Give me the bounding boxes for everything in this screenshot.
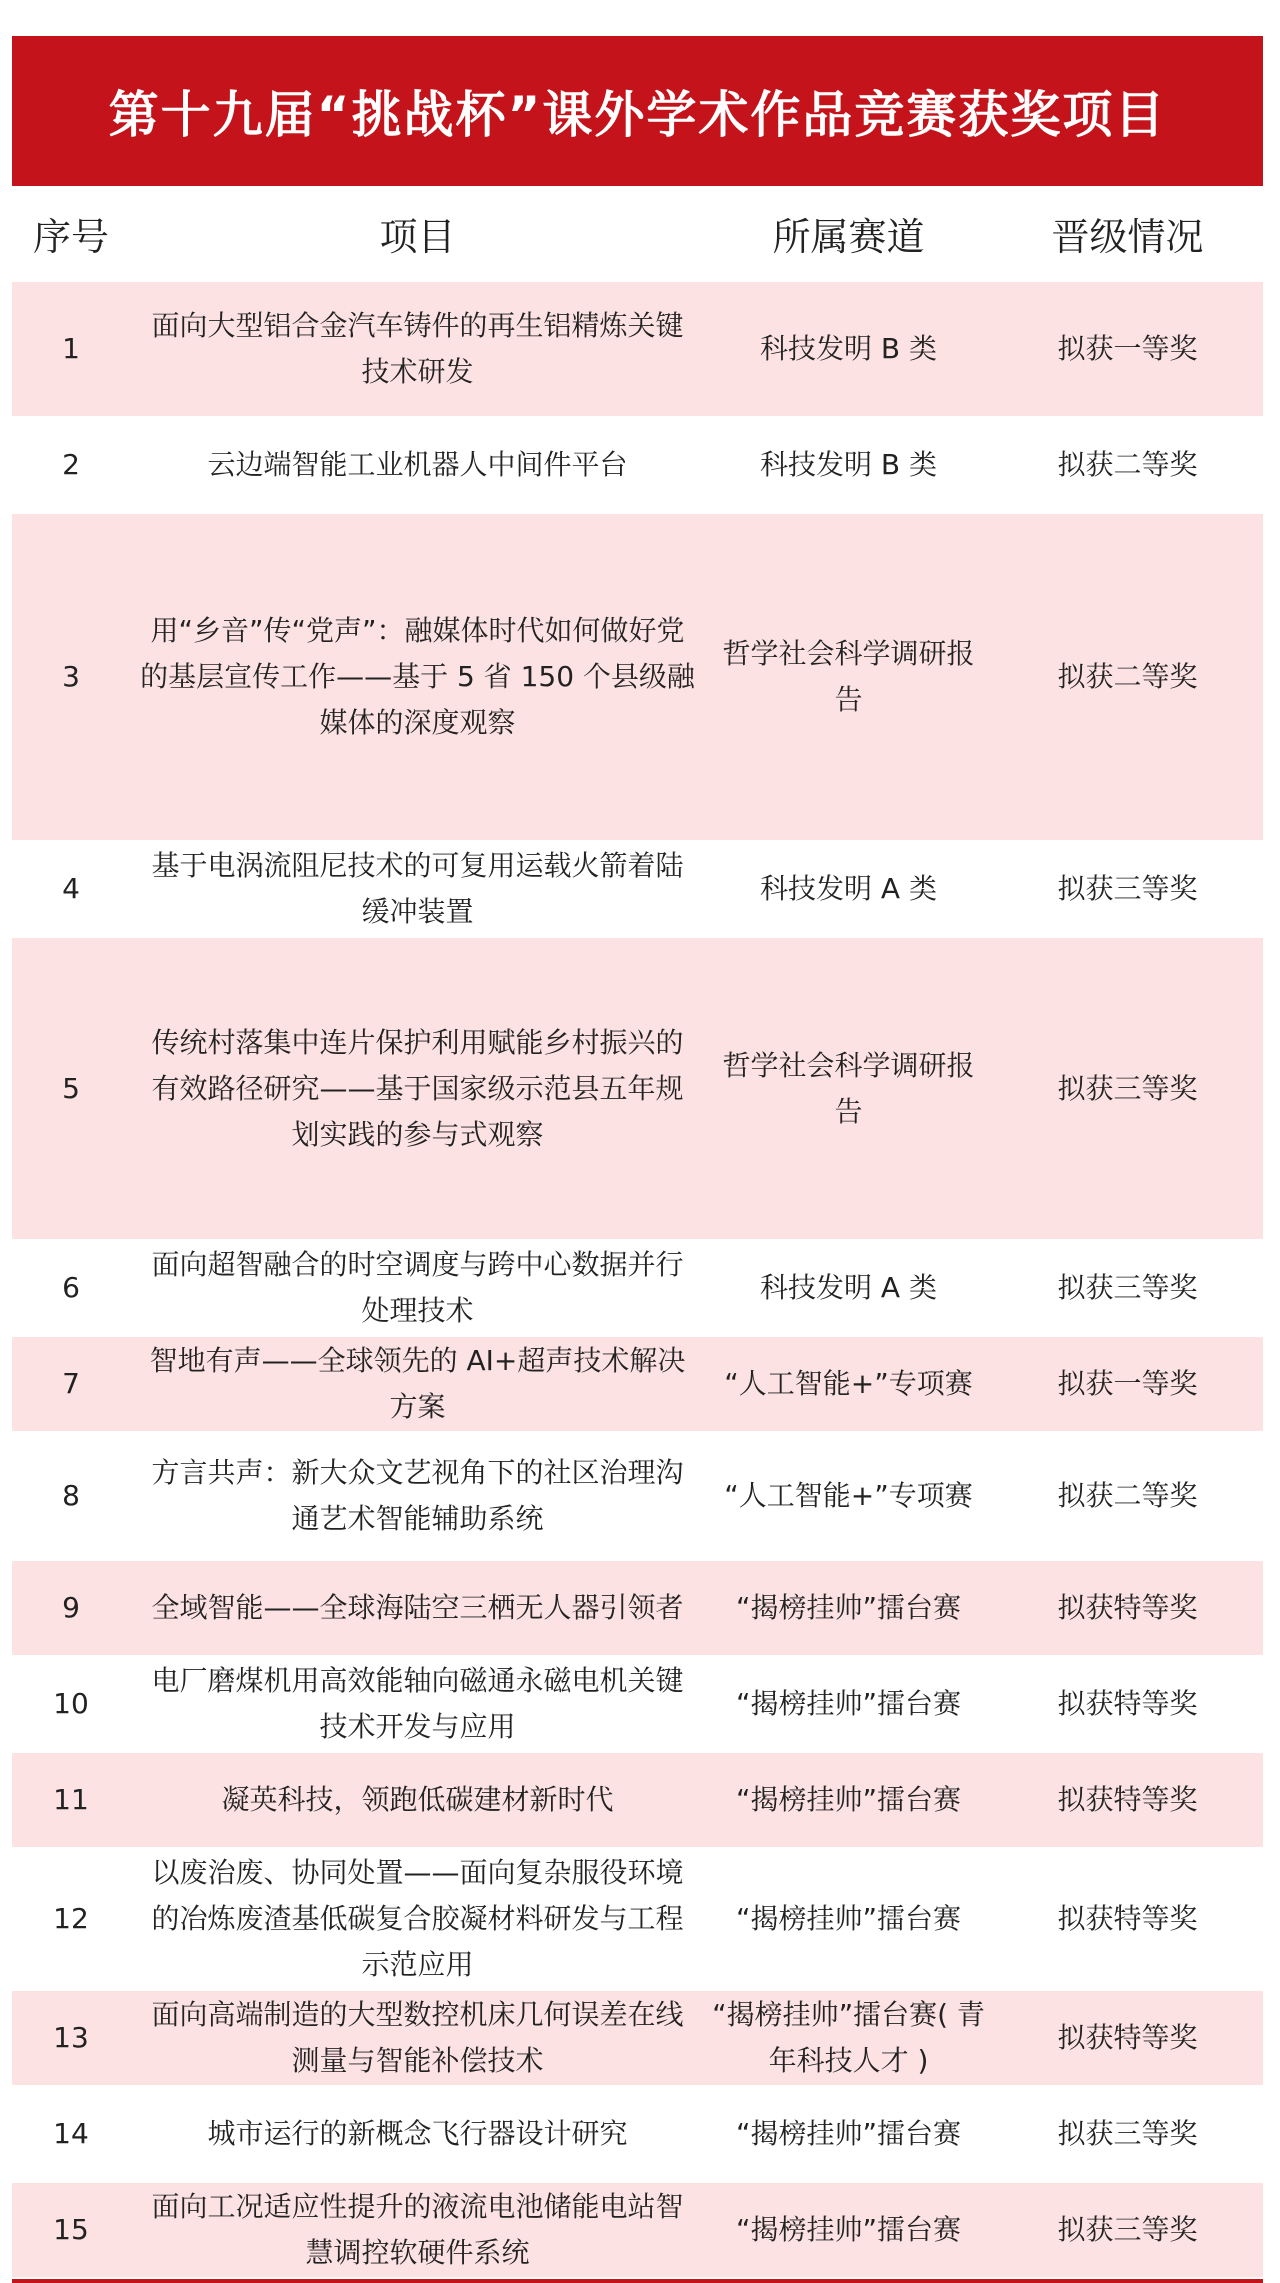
row-project: 传统村落集中连片保护利用赋能乡村振兴的有效路径研究——基于国家级示范县五年规划实践的参与式观察 [151, 1025, 684, 1151]
row-track: “人工智能+”专项赛 [724, 1479, 973, 1512]
row-track: 科技发明 B 类 [759, 448, 937, 481]
row-status: 拟获三等奖 [1057, 2117, 1198, 2150]
table-row [12, 1655, 1263, 1751]
row-status: 拟获一等奖 [1057, 332, 1198, 365]
bottom-divider [12, 2279, 1263, 2283]
table-row [12, 1431, 1263, 1559]
row-track: 哲学社会科学调研报告 [722, 637, 975, 716]
table-row [12, 1847, 1263, 1989]
row-no: 3 [62, 660, 80, 693]
row-project: 面向工况适应性提升的液流电池储能电站智慧调控软硬件系统 [151, 2190, 684, 2269]
row-no: 10 [53, 1687, 89, 1720]
row-track: “揭榜挂帅”擂台赛 [735, 1687, 961, 1720]
header-project: 项目 [379, 214, 456, 259]
header-status: 晋级情况 [1051, 214, 1204, 259]
table-row [12, 1751, 1263, 1847]
header-track: 所属赛道 [772, 214, 925, 259]
row-project: 云边端智能工业机器人中间件平台 [207, 448, 628, 481]
table-row [12, 416, 1263, 512]
row-status: 拟获三等奖 [1057, 872, 1198, 905]
row-track: “人工智能+”专项赛 [724, 1367, 973, 1400]
row-track: 哲学社会科学调研报告 [722, 1048, 975, 1128]
row-track: “揭榜挂帅”擂台赛 [735, 1591, 961, 1624]
row-project: 基于电涡流阻尼技术的可复用运载火箭着陆缓冲装置 [151, 849, 684, 928]
row-no: 8 [62, 1479, 80, 1512]
row-project: 全域智能——全球海陆空三栖无人器引领者 [151, 1591, 684, 1624]
row-status: 拟获二等奖 [1057, 1479, 1198, 1512]
row-no: 14 [53, 2117, 89, 2150]
table-row [12, 1989, 1263, 2085]
table-row [12, 1559, 1263, 1655]
row-project: 智地有声——全球领先的 AI+超声技术解决方案 [149, 1344, 686, 1423]
row-status: 拟获特等奖 [1057, 1902, 1198, 1935]
row-status: 拟获三等奖 [1057, 1071, 1198, 1105]
row-project: 方言共声：新大众文艺视角下的社区治理沟通艺术智能辅助系统 [151, 1456, 684, 1535]
row-track: “揭榜挂帅”擂台赛 [735, 1783, 961, 1816]
row-status: 拟获特等奖 [1057, 1591, 1198, 1624]
table-row [12, 840, 1263, 936]
row-project: 面向高端制造的大型数控机床几何误差在线测量与智能补偿技术 [151, 1998, 684, 2077]
row-no: 12 [53, 1902, 89, 1935]
header-no: 序号 [32, 214, 109, 259]
row-status: 拟获特等奖 [1057, 1687, 1198, 1720]
row-project: 面向超智融合的时空调度与跨中心数据并行处理技术 [151, 1248, 684, 1327]
row-project: 用“乡音”传“党声”：融媒体时代如何做好党的基层宣传工作——基于 5 省 150 个县级融媒体的深度观察 [140, 614, 695, 739]
table-row [12, 936, 1263, 1239]
row-project: 面向大型铝合金汽车铸件的再生铝精炼关键技术研发 [151, 309, 684, 388]
row-no: 5 [62, 1071, 80, 1105]
row-no: 7 [62, 1367, 80, 1400]
row-status: 拟获二等奖 [1057, 660, 1198, 693]
row-status: 拟获一等奖 [1057, 1367, 1198, 1400]
row-track: “揭榜挂帅”擂台赛 [735, 2213, 961, 2246]
row-track: “揭榜挂帅”擂台赛( 青年科技人才 ) [712, 1998, 985, 2077]
row-track: “揭榜挂帅”擂台赛 [735, 2117, 961, 2150]
table-row [12, 1239, 1263, 1335]
row-no: 6 [62, 1271, 80, 1304]
row-status: 拟获三等奖 [1057, 2213, 1198, 2246]
row-project: 凝英科技，领跑低碳建材新时代 [221, 1783, 614, 1816]
row-project: 电厂磨煤机用高效能轴向磁通永磁电机关键技术开发与应用 [151, 1664, 684, 1743]
table-row [12, 2085, 1263, 2181]
page-title: 第十九届“挑战杯”课外学术作品竞赛获奖项目 [12, 36, 1263, 186]
table-header [12, 186, 1263, 280]
table-row [12, 1335, 1263, 1431]
row-no: 1 [62, 332, 80, 365]
row-no: 9 [62, 1591, 80, 1624]
row-no: 2 [62, 448, 80, 481]
row-no: 11 [53, 1783, 89, 1816]
table-row [12, 280, 1263, 416]
row-status: 拟获三等奖 [1057, 1271, 1198, 1304]
row-track: 科技发明 B 类 [759, 332, 937, 365]
table-row [12, 512, 1263, 840]
row-status: 拟获特等奖 [1057, 2021, 1198, 2054]
row-project: 以废治废、协同处置——面向复杂服役环境的冶炼废渣基低碳复合胶凝材料研发与工程示范应用 [151, 1856, 684, 1981]
awards-document [12, 36, 1263, 2283]
table-row [12, 2181, 1263, 2277]
row-no: 13 [53, 2021, 89, 2054]
row-status: 拟获特等奖 [1057, 1783, 1198, 1816]
row-track: 科技发明 A 类 [760, 1271, 937, 1304]
row-no: 15 [53, 2213, 89, 2246]
row-project: 城市运行的新概念飞行器设计研究 [207, 2117, 628, 2150]
row-no: 4 [62, 872, 80, 905]
row-track: “揭榜挂帅”擂台赛 [735, 1902, 961, 1935]
row-status: 拟获二等奖 [1057, 448, 1198, 481]
row-track: 科技发明 A 类 [760, 872, 937, 905]
